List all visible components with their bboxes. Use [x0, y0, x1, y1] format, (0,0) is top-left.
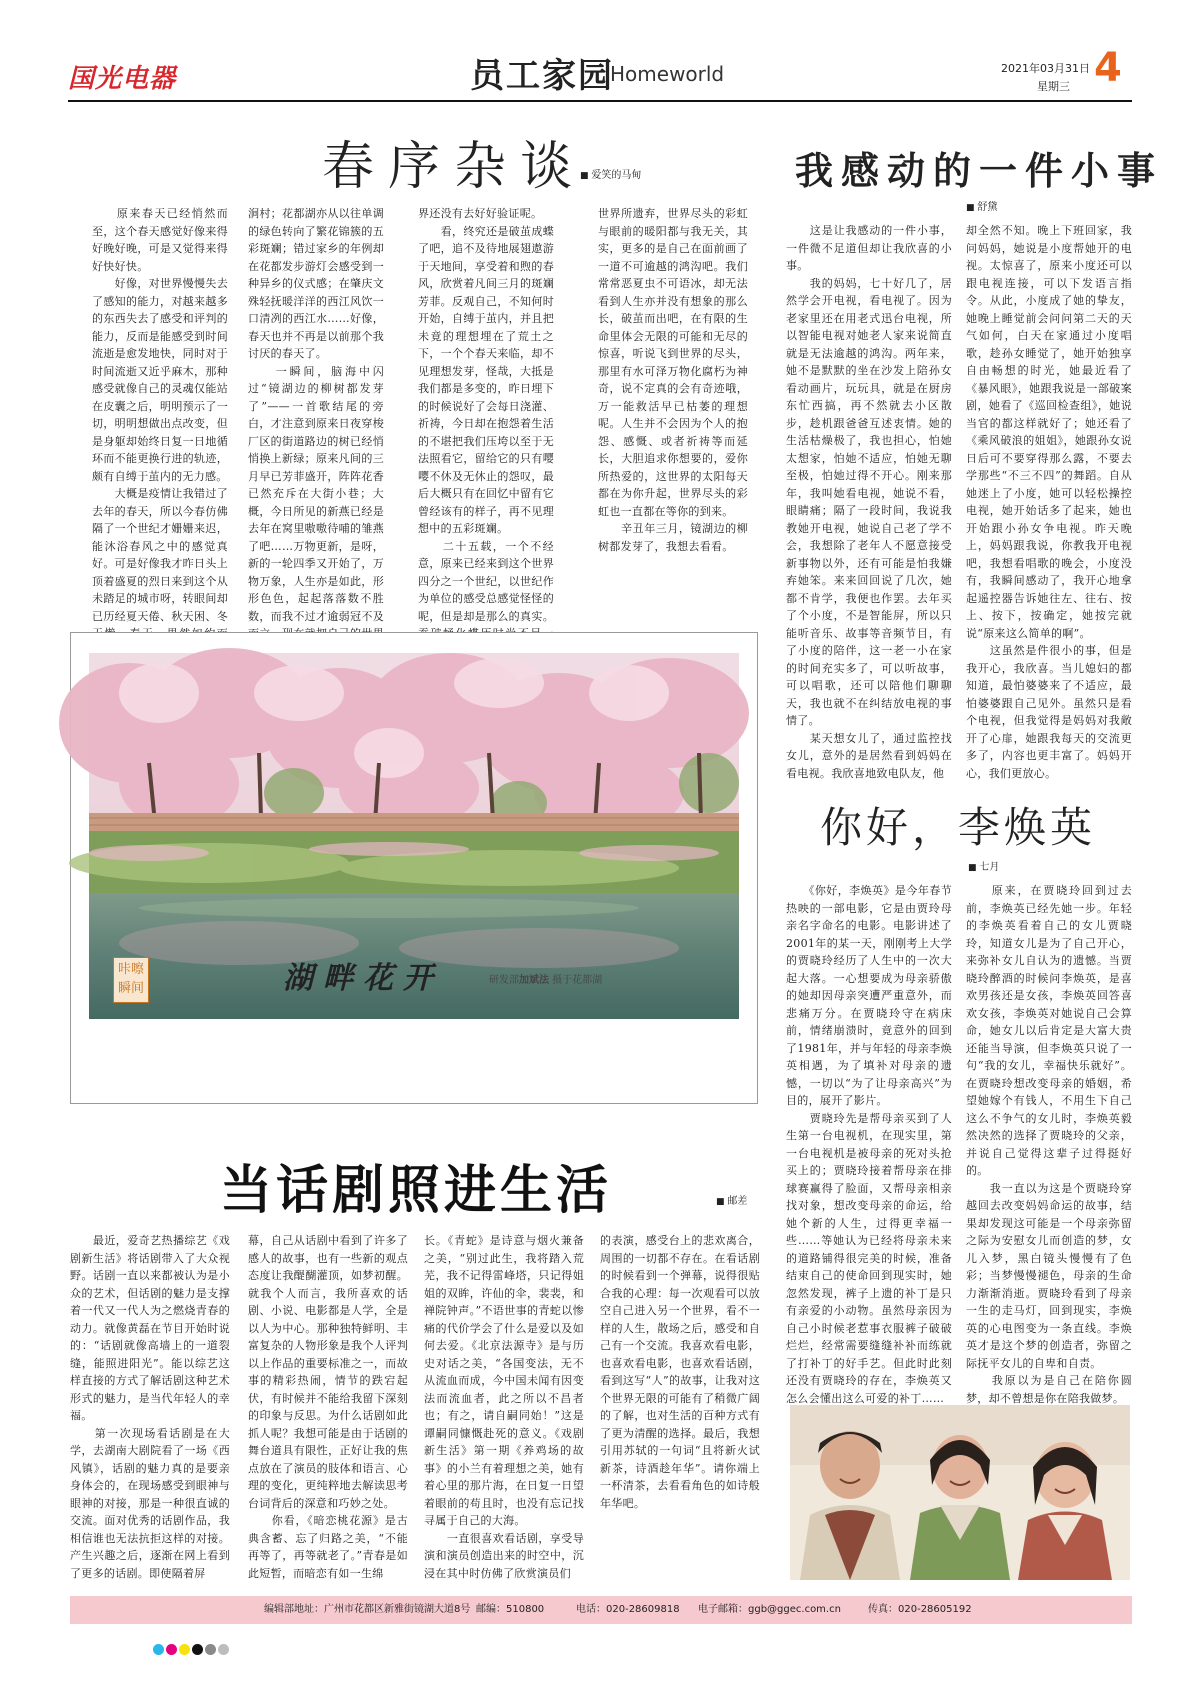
print-mark-yellow — [179, 1644, 190, 1655]
issue-weekday: 星期三 — [1037, 80, 1070, 93]
masthead-logo: 国光电器 — [68, 64, 177, 94]
article-drama-col2: 幕，自己从话剧中看到了许多了感人的故事，也有一些新的观点态度让我醍醐灌顶，如梦初醒。就我个人而言，我所喜欢的话剧、小说、电影都是人学，全是以人为中心。那种独特鲜明、丰富复杂的人物形象是我个人评判以上作品的重要标准之一，而故事的精彩热闹，情节的跌宕起伏，有时候并不能给我留下深刻的印象与反思。为什么话剧如此抓人呢？我想可能是由于话剧的舞台道具有限性，正好让我的焦点放在了演员的肢体和语言、心理的变化，更纯粹地去解读思考台词背后的深意和巧妙之处。 你看，《暗恋桃花源》是古典含蓄、忘了归路之美，“不能再等了，再等就老了。”青春是如此短暂，而暗恋有如一生绵 — [248, 1234, 408, 1580]
photo-tag — [113, 957, 149, 1003]
print-mark-gray — [205, 1644, 216, 1655]
footer-fax: 传真：020-28605192 — [868, 1604, 972, 1615]
print-mark-magenta — [166, 1644, 177, 1655]
article-spring-col4: 世界所遗弃，世界尽头的彩虹与眼前的暖阳都与我无关，其实，更多的是自己在面前画了一道不可逾越的鸿沟吧。我们常常恶夏虫不可语冰，却无法看到人生亦并没有想象的那么长，破茧而出吧，在有限的生命里体会无限的可能和无尽的惊喜，听说飞到世界的尽头，那里有水可泽万物化腐朽为神奇，说不定真的会有奇迹哦，万一能救活早已枯萎的理想呢。人生并不会因为个人的抱怨、感慨、或者祈祷等而延长，大胆追求你想要的，爱你所热爱的，这世界的太阳每天都在为你升起，世界尽头的彩虹也一直都在等你的到来。 辛丑年三月，镜湖边的柳树都发芽了，我想去看看。 — [598, 207, 748, 553]
section-title: 员工家园 — [470, 56, 614, 96]
article-touching-col2: 却全然不知。晚上下班回家，我问妈妈，她说是小度帮她开的电视。太惊喜了，原来小度还可以跟电视连接，可以下发语言指令。从此，小度成了她的挚友，她晚上睡觉前会问问第二天的天气如何，白天在家通过小度唱歌，趁孙女睡觉了，她开始独享自由畅想的时光，她最近看了《暴风眼》，她跟我说是一部破案剧，她看了《巡回检查组》，她说当官的都这样就好了；她还看了《乘风破浪的姐姐》，她跟孙女说日后可不要穿得那么露，不要去学那些“不三不四”的舞蹈。自从她迷上了小度，她可以轻松操控电视，她开始话多了起来，她也开始跟小孙女争电视。昨天晚上，妈妈跟我说，你教我开电视吧，我想看唱歌的晚会，小度没有，我瞬间感动了，我开心地拿起遥控器告诉她往左、往右、按上、按下，按确定，她按完就说“原来这么简单的啊”。 这虽然是件很小的事，但是我开心，我欣喜。当儿媳妇的都知道，最怕婆婆来了不适应，最怕婆婆跟自己见外。虽然只是看个电视，但我觉得是妈妈对我敞开了心扉，她跟我每天的交流更多了，内容也更丰富了。妈妈开心，我们更放心。 — [966, 224, 1132, 780]
print-color-marks — [153, 1640, 229, 1652]
footer-email: 电子邮箱：ggb@ggec.com.cn — [698, 1604, 841, 1615]
article-title-drama: 当话剧照进生活 — [220, 1161, 613, 1221]
article-drama-col1: 最近，爱奇艺热播综艺《戏剧新生活》将话剧带入了大众视野。话剧一直以来都被认为是小众的艺术，但话剧的魅力是支撑着一代又一代人为之燃烧青春的动力。就像黄磊在节目开始时说的：“话剧就像高墙上的一道裂缝，能照进阳光”。能以综艺这样直接的方式了解话剧这种艺术形式的魅力，是当代年轻人的幸福。 第一次现场看话剧是在大学，去湖南大剧院看了一场《西风镇》，话剧的魅力真的是要亲身体会的，在现场感受到眼神与眼神的对接，那是一种很直诚的交流。面对优秀的话剧作品，我相信谁也无法抗拒这样的对接。产生兴趣之后，逐渐在网上看到了更多的话剧。即使隔着屏 — [70, 1234, 230, 1580]
article-lihuanying-col1: 《你好，李焕英》是今年春节热映的一部电影，它是由贾玲母亲名字命名的电影。电影讲述了2001年的某一天，刚刚考上大学的贾晓玲经历了人生中的一次大起大落。一心想要成为母亲骄傲的她却因母亲突遭严重意外，而悲痛万分。在贾晓玲守在病床前，情绪崩溃时，竟意外的回到了1981年，并与年轻的母亲李焕英相遇，为了填补对母亲的遗憾，一切以“为了让母亲高兴”为目的，展开了影片。 贾晓玲先是帮母亲买到了人生第一台电视机，在现实里，第一台电视机是被母亲的死对头抢买上的；贾晓玲接着帮母亲在排球赛赢得了脸面，又帮母亲相亲找对象，想改变母亲的命运，给她个新的人生，过得更幸福一些……等她认为已经将母亲未来的道路铺得很完美的时候，准备结束自己的使命回到现实时，她忽然发现，裤子上遗的补丁是只有亲爱的小动物。虽然母亲因为自己小时候老惹事衣服裤子破破烂烂，经常需要缝缝补补而练就了打补丁的好手艺。但此时此刻还没有贾晓玲的存在，李焕英又怎么会懂出这么可爱的补丁…… — [786, 884, 952, 1405]
section-title-en: Homeworld — [610, 62, 725, 86]
photo-frame — [70, 632, 758, 1104]
page-number: 4 — [1094, 45, 1122, 91]
article-title-spring: 春序杂谈 — [322, 137, 587, 197]
byline-touching: ■ 舒黛 — [966, 198, 997, 213]
photo-tag-line2: 瞬间 — [117, 981, 144, 996]
footer-bar — [70, 1596, 1132, 1624]
article-touching-col1: 这是让我感动的一件小事，一件微不足道但却让我欣喜的小事。 我的妈妈，七十好几了，居然学会开电视，看电视了。因为老家里还在用老式迅台电视，所以智能电视对她老人家来说简直就是无法逾越的鸿沟。两年来，她不是默默的坐在沙发上陪孙女看动画片，玩玩具，就是在厨房东忙西搞，再不然就去小区散步，趁机跟爸爸互述衷情。她的生活枯燥极了，我也担心，怕她太想家，怕她不适应，怕她无聊至极，怕她过得不开心。刚来那年，我叫她看电视，她说不看，眼睛痛；隔了一段时间，我说我教她开电视，她说自己老了学不会，我想除了老年人不愿意接受新事物以外，还有可能是怕我嫌弃她笨。来来回回说了几次，她都不肯学，我便也作罢。去年买了个小度，不是智能屏，所以只能听音乐、故事等音频节目，有了小度的陪伴，这一老一小在家的时间充实多了，可以听故事，可以唱歌，还可以陪他们聊聊天，我也就不在纠结放电视的事情了。 某天想女儿了，通过监控找女儿，意外的是居然看到妈妈在看电视。我欣喜地致电队友，他 — [786, 224, 952, 780]
photo-credit-dept: 研发部 — [489, 975, 519, 986]
byline-lihuanying: ■ 七月 — [968, 858, 999, 873]
byline-spring: ■ 爱笑的马甸 — [580, 166, 641, 181]
issue-date: 2021年03月31日 — [1001, 62, 1090, 75]
photo-credit-place: 摄于花都湖 — [549, 975, 603, 986]
article-drama-col4: 的表演，感受台上的悲欢离合，周围的一切都不存在。在看话剧的时候看到一个弹幕，说得很贴合我的心理：每一次观看可以放空自己进入另一个世界，看不一样的人生，散场之后，感受和自己有一个交流。我喜欢看电影，也喜欢看电影，也喜欢看话剧，看到这写“人”的故事，让我对这个世界无限的可能有了稍微广阔的了解，也对生活的百种方式有了更为清醒的选择。最后，我想引用苏轼的一句词“且将新火试新茶，诗酒趁年华”。请你端上一杯清茶，去看看角色的如诗般年华吧。 — [600, 1234, 760, 1510]
article-title-touching: 我感动的一件小事 — [795, 148, 1164, 193]
article-lihuanying-col2: 原来，在贾晓玲回到过去前，李焕英已经先她一步。年轻的李焕英看着自己的女儿贾晓玲，知道女儿是为了自己开心，来弥补女儿自认为的遗憾。当贾晓玲醉酒的时候问李焕英，是喜欢男孩还是女孩，李焕英回答喜欢女孩，李焕英对她说自己会算命，她女儿以后肯定是大富大贵还能当导演，但李焕英只说了一句“我的女儿，幸福快乐就好”。在贾晓玲想改变母亲的婚姻，希望她嫁个有钱人，不用生下自己这么不争气的女儿时，李焕英毅然决然的选择了贾晓玲的父亲，并说自己觉得这辈子过得挺好的。 我一直以为这是个贾晓玲穿越回去改变妈妈命运的故事，结果却发现这可能是一个母亲弥留之际为安慰女儿而创造的梦，女儿入梦，黑白镜头慢慢有了色彩；当梦慢慢褪色，母亲的生命力渐渐消逝。贾晓玲看到了母亲一生的走马灯，回到现实，李焕英的心电图变为一条直线。李焕英才是这个梦的创造者，弥留之际抚平女儿的自卑和自责。 我原以为是自己在陪你圆梦，却不曾想是你在陪我做梦。 — [966, 884, 1132, 1405]
footer-address: 编辑部地址：广州市花都区新雅街镜湖大道8号 — [264, 1604, 471, 1615]
article-spring-col3: 界还没有去好好验证呢。 看，终究还是破茧成蝶了吧，追不及待地展翅遨游于天地间，享受着和煦的春风，欣赏着凡间三月的斑斓芳菲。反观自己，不知何时开始，自缚于茧内，并且把未竟的理想埋在了荒土之下，一个个春天来临，却不见理想发芽，怪哉，大抵是我们都是多变的，昨日埋下的时候说好了会每日浇灌、祈祷，今日却在抱怨着生活的不堪把我们压垮以至于无法照看它，留给它的只有嘤嘤不休及无休止的怨叹，最后大概只有在回忆中留有它曾经该有的样子，再不见理想中的五彩斑斓。 二十五载，一个不经意，原来已经来到这个世界四分之一个世纪，以世纪作为单位的感受总感觉怪怪的呢，但是却是那么的真实。 — [418, 207, 554, 623]
photo-credit-name: 加斌法 — [519, 975, 549, 986]
article-spring-col2: 涧村；花都湖亦从以往单调的绿色转向了繁花锦簇的五彩斑斓；错过家乡的年例却在花都发步游灯会感受到一种异乡的仪式感；在肇庆文殊轻抚暖洋洋的西江风饮一口清冽的西江水……好像，春天也并不再是以前那个我讨厌的春天了。 一瞬间，脑海中闪过“镜湖边的柳树都发芽了”——一首歌结尾的旁白，才注意到原来日夜穿梭厂区的街道路边的树已经悄悄换上新绿；原来凡间的三月早已芳菲盛开，阵阵花香已然充斥在大街小巷；大概，今日所见的新燕已经是去年在窝里嗷嗷待哺的雏燕了吧……万物更新，是呀，新的一轮四季又开始了，万物万象，人生亦是如此，形形色色，起起落落数不胜数，而我不过才逾弱冠不及 — [248, 207, 384, 623]
photo-tag-line1: 咔嚓 — [117, 962, 144, 977]
footer-phone: 电话：020-28609818 — [576, 1604, 680, 1615]
article-drama-col3: 长。《青蛇》是诗意与烟火兼备之美，“别过此生，我将踏入荒芜，我不记得雷峰塔，只记得姐姐的双眸，许仙的伞，裴裴，和禅院钟声。”不语世事的青蛇以惨痛的代价学会了什么是爱以及如何去爱。《北京法源寺》是与历史对话之美，“各国变法，无不从流血而成，今中国未闻有因变法而流血者，此之所以不昌者也；有之，请自嗣同始！”这是谭嗣同慷慨赴死的意义。《戏剧新生活》第一期《养鸡场的故事》的小兰有着理想之美，她有着心里的那片海，在日复一日望着眼前的苟且时，也没有忘记找寻属于自己的大海。 一直很喜欢看话剧，享受导演和演员创造出来的时空中，沉浸在其中时仿佛了欣赏演员们 — [424, 1234, 584, 1580]
print-mark-cyan — [153, 1644, 164, 1655]
footer-postcode: 邮编：510800 — [476, 1604, 545, 1615]
article-spring-col1: 原来春天已经悄然而至，这个春天感觉好像来得好晚好晚，可是又觉得来得好快好快。 好像，对世界慢慢失去了感知的能力，对越来越多的东西失去了感受和评判的能力，反而是能感受到时间流逝是愈发地快，同时对于时间流逝又近乎麻木，那种感受就像自己的灵魂仅能站在皮囊之后，明明预示了一切，明明想做出点改变，但是身躯却始终日复一日地循环而不能更换行进的轨迹，颇有自缚于茧内的无力感。 大概是疫情让我错过了去年的春天，所以今春仿佛隔了一个世纪才姗姗来迟，能沐浴春风之中的感觉真好。可是好像我才昨日头上顶着盛夏的烈日来到这个从未踏足的城市呀，转眼间却已历经夏天倦、秋天困、冬 — [92, 207, 228, 623]
byline-drama: ■ 邮差 — [716, 1192, 747, 1207]
photo-title: 湖畔花开 — [283, 961, 443, 996]
print-mark-lightgray — [218, 1644, 229, 1655]
header-rule — [68, 100, 1132, 102]
photo-credit — [489, 971, 602, 986]
print-mark-black — [192, 1644, 203, 1655]
article-title-lihuanying: 你好，李焕英 — [820, 803, 1097, 852]
movie-still-photo — [790, 1405, 1130, 1580]
